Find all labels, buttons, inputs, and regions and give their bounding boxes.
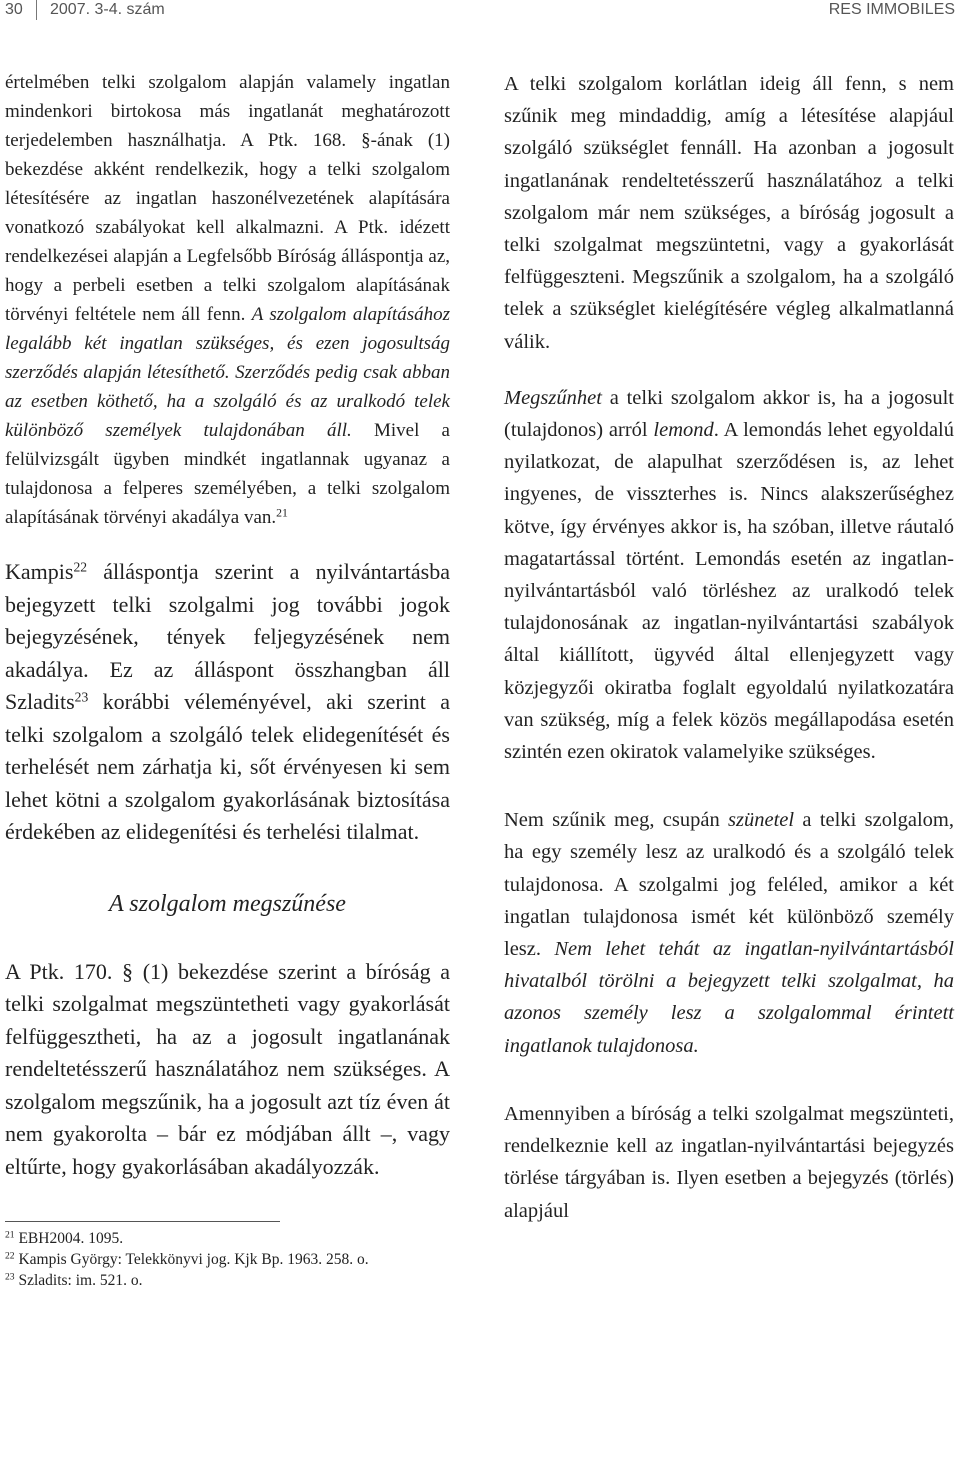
footnote-ref-21: 21 bbox=[276, 506, 288, 520]
issue-label: 2007. 3-4. szám bbox=[50, 1, 165, 18]
paragraph-3: A Ptk. 170. § (1) bekezdése szerint a bíróság a telki szolgalmat megszüntetheti vagy gyakorlását felfüggesztheti, ha az a jogosult ingatlanának rendeltetésszerű használatához nem szükséges. A szolgalom megszűnik, ha a jogosult azt tíz éven át nem gyakorolta – bár ez módjában állt –, vagy eltűrte, hogy gyakorlásában akadályozzák. bbox=[5, 958, 450, 1179]
publication-title: RES IMMOBILES bbox=[828, 1, 955, 18]
paragraph-1-text-end: Mivel a felülvizsgált ügyben mindkét ingatlannak ugyanaz a tulajdonosa a felperes személyében, a telki szolgalom alapításának törvényi akadálya van. bbox=[5, 420, 450, 528]
paragraph-1-italic: A szolgalom alapításához legalább két ingatlan szükséges, és ezen jogosultság szerződés alapján létesíthető. Szerződés pedig csak abban az esetben köthető, ha a szolgáló és az uralkodó telek különböző személyek tulajdonában áll. bbox=[5, 304, 450, 441]
header-divider bbox=[36, 0, 37, 20]
right-paragraph-1: A telki szolgalom korlátlan ideig áll fenn, s nem szűnik meg mindaddig, amíg a létesítése alapjául szolgáló szükséglet fennáll. Ha azonban a jogosult ingatlanának rendeltetésszerű használatához a telki szolgalom már nem szükséges, a bíróság jogosult a telki szolgalmat megszüntetni, vagy a gyakorlását felfüggeszteni. Megszűnik a szolgalom, ha a szolgáló telek a szükséglet kielégítésére végleg alkalmatlanná válik. bbox=[504, 73, 954, 353]
section-heading: A szolgalom megszűnése bbox=[109, 890, 346, 917]
right-paragraph-2-italic-2: lemond bbox=[653, 419, 714, 442]
paragraph-2-text-end: korábbi véleményével, aki szerint a telki szolgalom a szolgáló telek elidegenítését és terhelését nem zárhatja ki, sőt érvényesen ki sem lehet kötni a szolgalom gyakorlásának biztosítása érdekében az elidegenítési és terhelési tilalmat. bbox=[5, 689, 450, 844]
right-paragraph-2-text: a telki szolgalom akkor is, ha a jogosult (tulajdonos) arról bbox=[504, 386, 954, 442]
page-header bbox=[0, 0, 960, 26]
footnote-22: $^{22}$ Kampis György: Telekkönyvi jog. Kjk Bp. 1963. 258. o. bbox=[5, 1250, 369, 1268]
footnote-ref-22: 22 bbox=[73, 559, 88, 575]
left-column bbox=[5, 68, 450, 1291]
right-paragraph-3-text: Nem szűnik meg, csupán bbox=[504, 809, 729, 832]
right-paragraph-3-text-mid: a telki szolgalom, ha egy személy lesz az uralkodó és a szolgáló telek tulajdonosa. A szolgalmi jog feléled, amikor a két ingatlan tulajdonosa ismét két különböző személy lesz. bbox=[504, 809, 955, 961]
footnotes bbox=[5, 1228, 450, 1291]
right-paragraph-2-text-end: . A lemondás lehet egyoldalú nyilatkozat, de alapulhat szerződésen is, az lehet ingyenes, de visszterhes is. Nincs alakszerűséghez kötve, így érvényes akkor is, ha szóban, illetve ráutaló magatartással történt. Lemondás esetén az ingatlan-nyilvántartásból való törléshez az uralkodó telek tulajdonosának az ingatlan-nyilvántartási szabályok által kiállított, ügyvéd által ellenjegyzett vagy közjegyzői okiratba foglalt egyoldalú nyilatkozatára van szükség, míg a felek közös megállapodása esetén szintén ezen okiratok valamelyike szükséges. bbox=[504, 419, 954, 764]
page-number: 30 bbox=[5, 1, 23, 18]
footnote-21: $^{21}$ EBH2004. 1095. bbox=[5, 1229, 124, 1247]
paragraph-2 bbox=[5, 556, 450, 849]
paragraph-1 bbox=[5, 68, 450, 532]
right-paragraph-2 bbox=[504, 382, 954, 768]
paragraph-2-text-mid: álláspontja szerint a nyilvántartásba bejegyzett telki szolgalmi jog további jogok bejegyzésének, tények feljegyzésének nem akadálya. Ez az álláspont összhangban áll Szladits bbox=[5, 559, 450, 714]
right-paragraph-3 bbox=[504, 804, 954, 1062]
paragraph-1-text: értelmében telki szolgalom alapján valamely ingatlan mindenkori birtokosa más ingatlanát meghatározott terjedelemben használhatja. A Ptk. 168. §-ának (1) bekezdése akként rendelkezik, hogy a telki szolgalom létesítésére az ingatlan haszonélvezetének alapítására vonatkozó szabályokat kell alkalmazni. A Ptk. idézett rendelkezései alapján a Legfelsőbb Bíróság álláspontja az, hogy a perbeli esetben a telki szolgalom alapításának törvényi feltétele nem áll fenn. bbox=[5, 72, 450, 325]
right-paragraph-3-italic-2: Nem lehet tehát az ingatlan-nyilvántartásból hivatalból törölni a bejegyzett telki szolgalmat, ha azonos személy lesz a szolgalommal érintett ingatlanok tulajdonosa. bbox=[504, 938, 954, 1057]
right-column bbox=[504, 68, 954, 1227]
right-paragraph-3-italic-1: szünetel bbox=[728, 809, 795, 832]
right-paragraph-2-italic-1: Megszűnhet bbox=[504, 386, 602, 409]
footnote-divider bbox=[5, 1221, 280, 1222]
footnote-ref-23: 23 bbox=[74, 689, 89, 705]
footnote-23: $^{23}$ Szladits: im. 521. o. bbox=[5, 1271, 143, 1289]
paragraph-2-text: Kampis bbox=[5, 559, 74, 584]
right-paragraph-4: Amennyiben a bíróság a telki szolgalmat megszünteti, rendelkeznie kell az ingatlan-nyilvántartási bejegyzés törlése tárgyában is. Ilyen esetben a bejegyzés (törlés) alapjául bbox=[504, 1102, 954, 1222]
